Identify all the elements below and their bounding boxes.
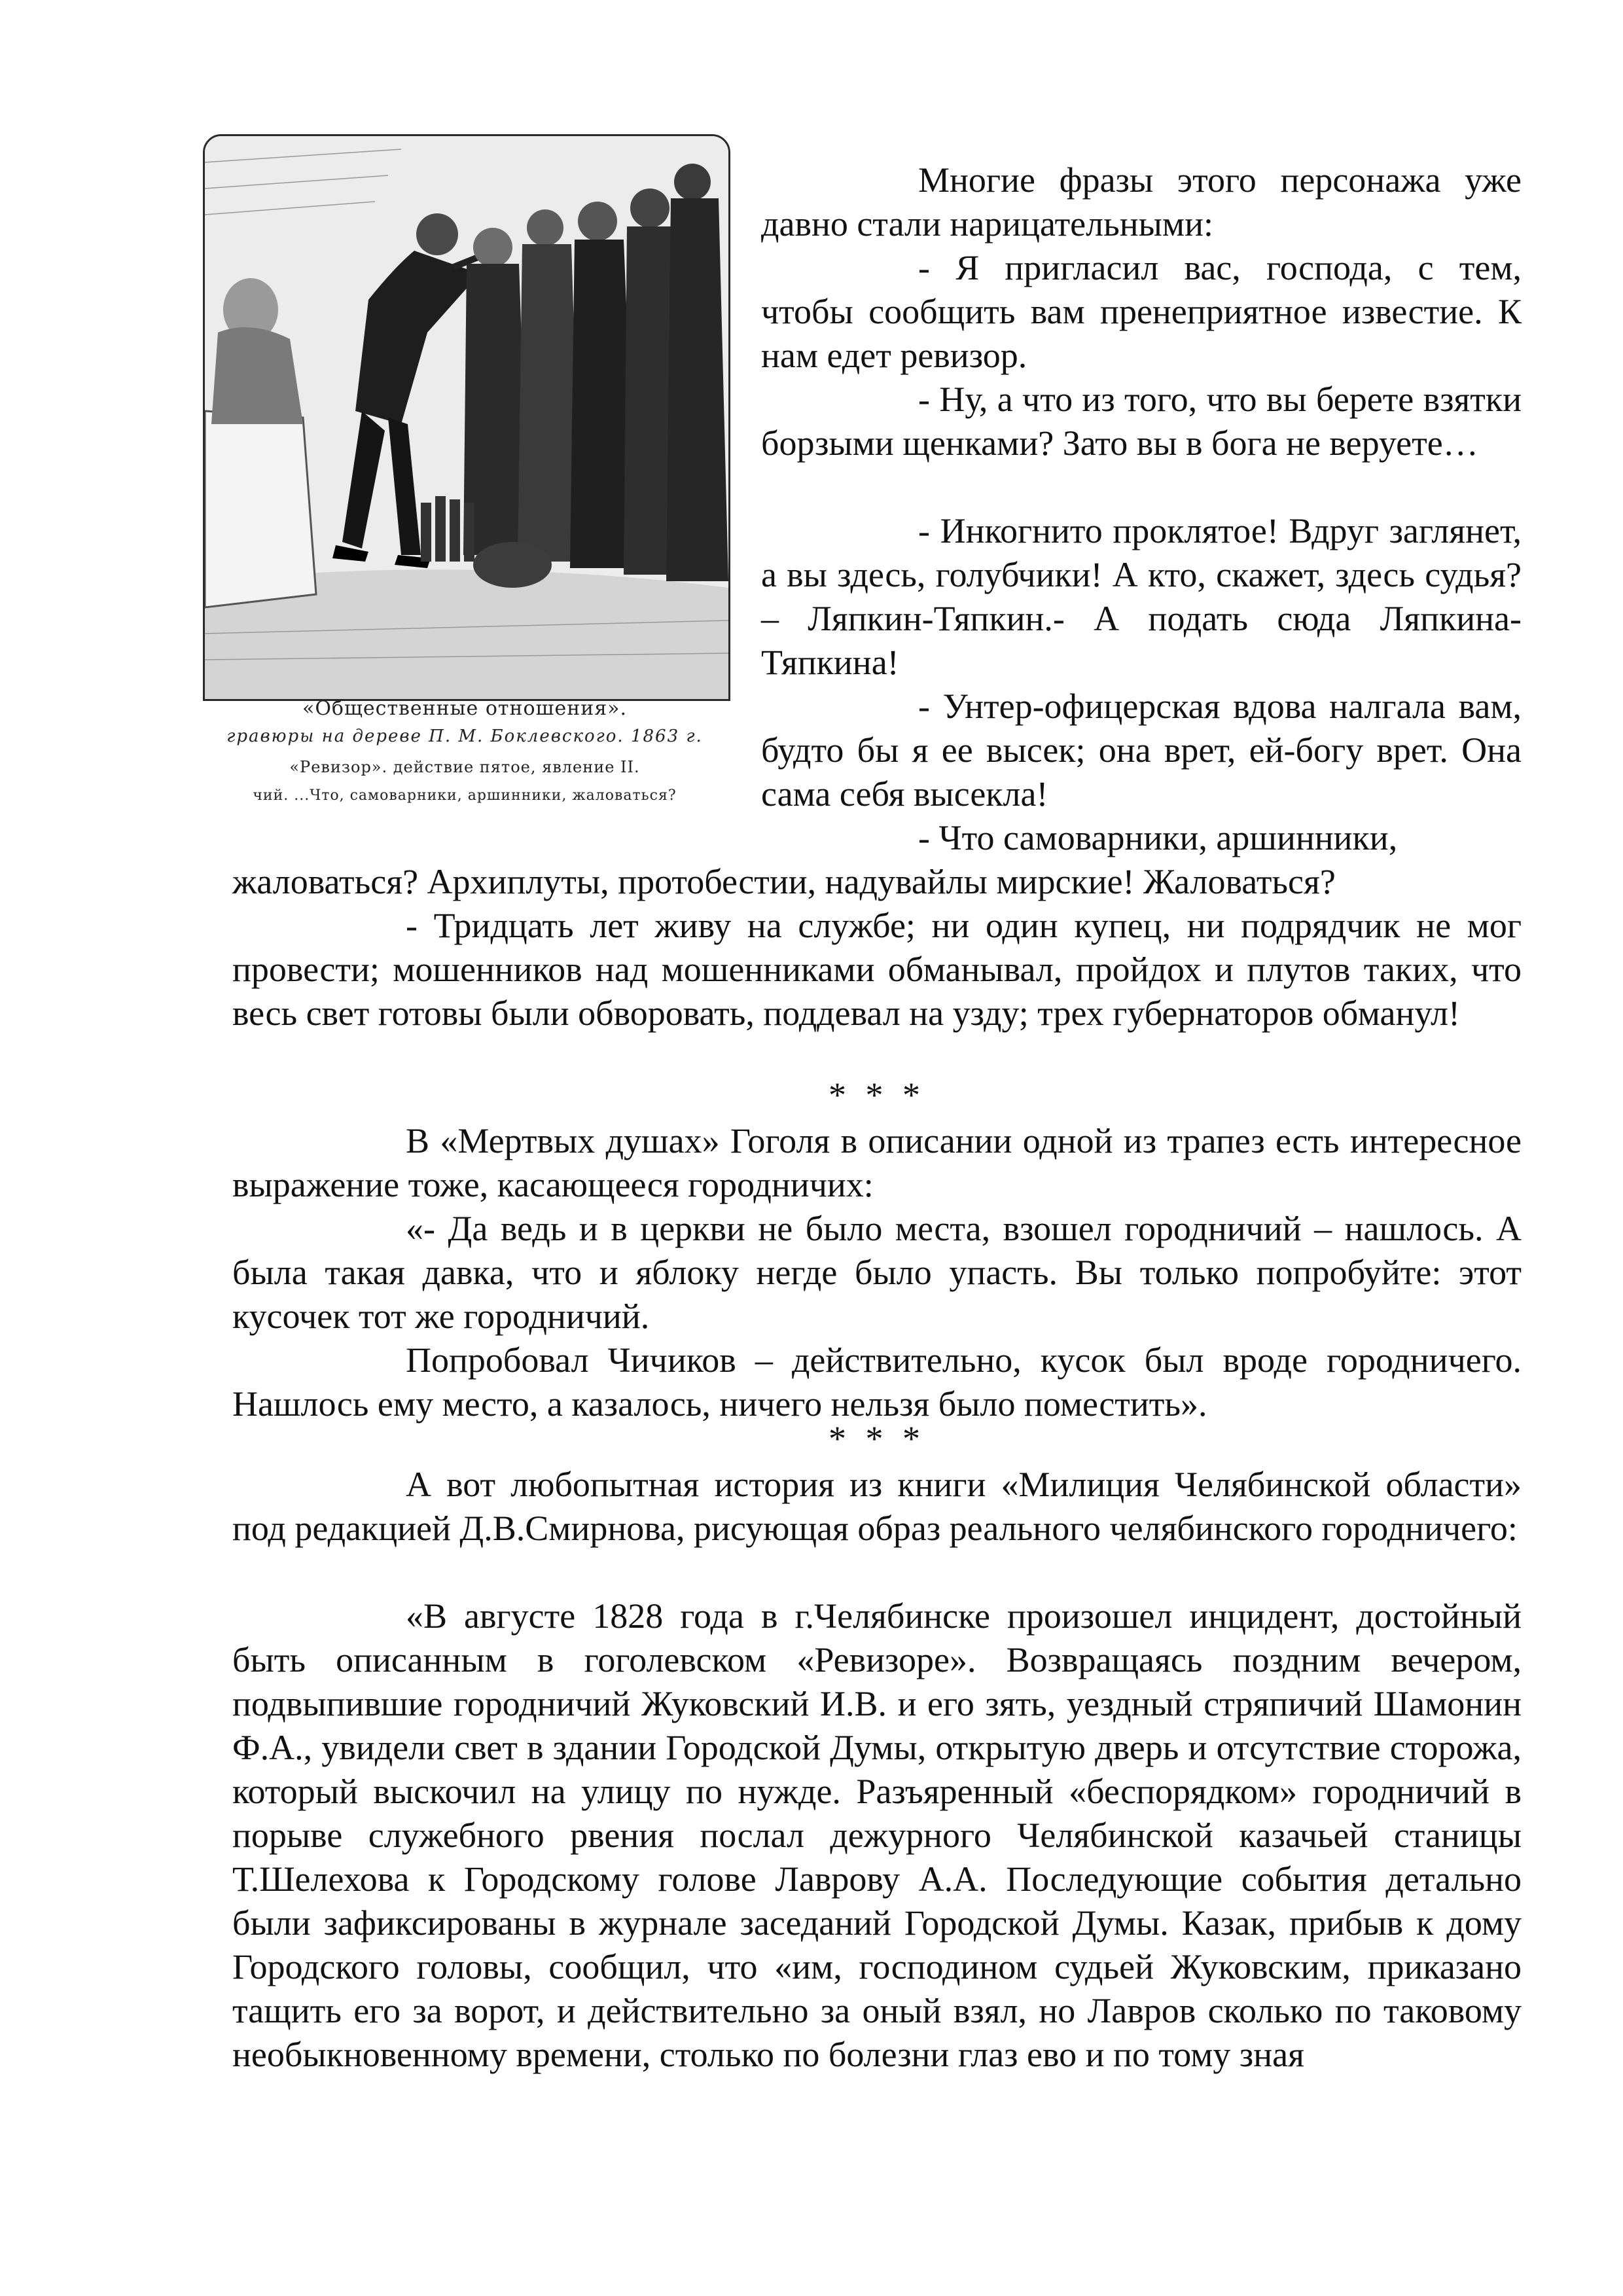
engraving-image <box>205 136 728 699</box>
section-divider-1: * * * <box>829 1075 925 1115</box>
paragraph-chelyabinsk-story: «В августе 1828 года в г.Челябинске произошел инцидент, достойный быть описанным в гоголевском «Ревизоре». Возвращаясь поздним вечером, подвыпившие городничий Жуковский И.В. и его зять, уездный стряпичий Шамонин Ф.А., увидели свет в здании Городской Думы, открытую дверь и отсутствие сторожа, который выскочил на улицу по нужде. Разъяренный «беспорядком» городничий в порыве служебного рвения послал дежурного Челябинской казачьей станицы Т.Шелехова к Городскому голове Лаврову А.А. Последующие события детально были зафиксированы в журнале заседаний Городской Думы. Казак, прибыв к дому Городского головы, сообщил, что «им, господином судьей Жуковским, приказано тащить его за ворот, и действительно за оный взял, но Лавров сколько по таковому необыкновенному времени, столько по болезни глаз ево и по тому зная <box>232 1596 1522 2074</box>
paragraph-dead-souls: В «Мертвых душах» Гоголя в описании одной из трапез есть интересное выражение тоже, касающееся городничих: <box>232 1121 1522 1204</box>
illustration-caption-source: гравюры на дереве П. М. Боклевского. 1863 г. <box>226 726 703 746</box>
illustration-caption-title: «Общественные отношения». <box>302 697 628 720</box>
section-divider-2: * * * <box>829 1419 925 1458</box>
quote-revizor-1: - Я пригласил вас, господа, с тем, чтобы сообщить вам пренеприятное известие. К нам едет ревизор. <box>761 248 1522 375</box>
quote-revizor-5-start: - Что самоварники, аршинники, <box>918 818 1398 857</box>
quote-dead-souls-1: «- Да ведь и в церкви не было места, взошел городничий – нашлось. А была такая давка, что и яблоку негде было упасть. Вы только попробуйте: этот кусочек тот же городничий. <box>232 1209 1522 1336</box>
paragraph-chelyabinsk-intro: А вот любопытная история из книги «Милиция Челябинской области» под редакцией Д.В.Смирнова, рисующая образ реального челябинского городничего: <box>232 1465 1522 1548</box>
quote-revizor-5-end: жаловаться? Архиплуты, протобестии, надувайлы мирские! Жаловаться? <box>232 862 1336 901</box>
quote-revizor-6: - Тридцать лет живу на службе; ни один купец, ни подрядчик не мог провести; мошенников над мошенниками обманывал, пройдох и плутов таких, что весь свет готовы были обворовать, поддевал на узду; трех губернаторов обманул! <box>232 906 1522 1033</box>
quote-revizor-4: - Унтер-офицерская вдова налгала вам, будто бы я ее высек; она врет, ей-богу врет. Она сама себя высекла! <box>761 687 1522 814</box>
illustration-caption-quote: чий. ...Что, самоварники, аршинники, жаловаться? <box>253 787 677 804</box>
paragraph-intro: Многие фразы этого персонажа уже давно стали нарицательными: <box>761 160 1522 243</box>
illustration-caption-act: «Ревизор». действие пятое, явление II. <box>289 758 640 776</box>
quote-revizor-2: - Ну, а что из того, что вы берете взятки борзыми щенками? Зато вы в бога не веруете… <box>761 380 1522 463</box>
quote-dead-souls-2: Попробовал Чичиков – действительно, кусок был вроде городничего. Нашлось ему место, а казалось, ничего нельзя было поместить». <box>232 1340 1522 1424</box>
quote-revizor-3: - Инкогнито проклятое! Вдруг заглянет, а вы здесь, голубчики! А кто, скажет, здесь судья? – Ляпкин-Тяпкин.- А подать сюда Ляпкина-Тяпкина! <box>761 511 1522 682</box>
engraving-illustration <box>203 134 730 701</box>
